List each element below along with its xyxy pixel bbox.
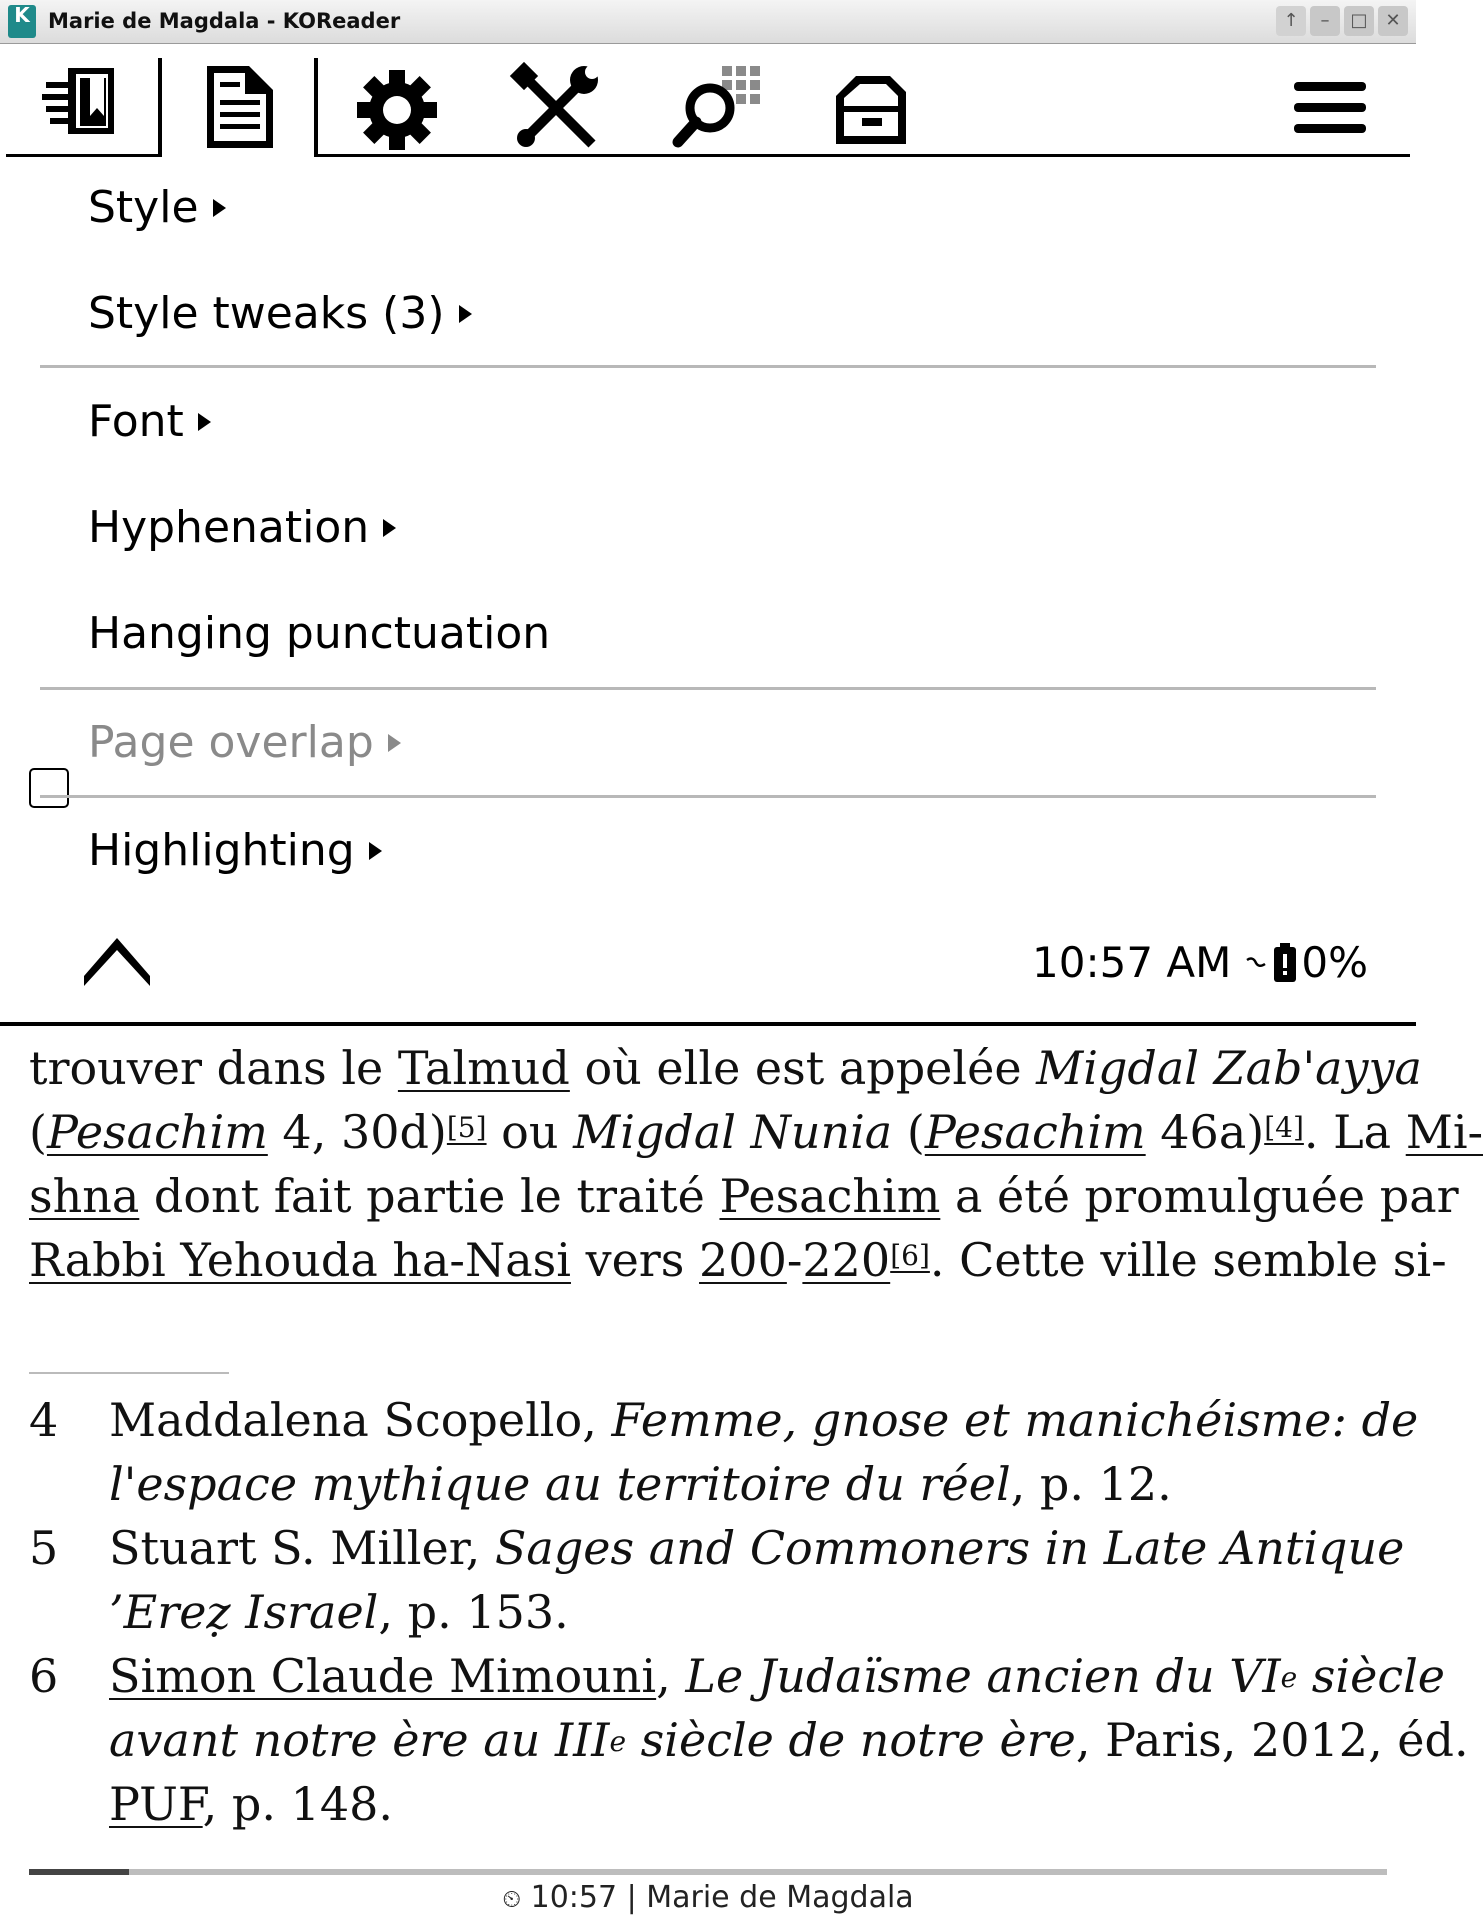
text-line — [29, 1100, 1483, 1164]
menu-item-hanging-punctuation[interactable] — [88, 604, 550, 664]
tools-icon[interactable] — [512, 62, 602, 152]
reading-progress-fill — [29, 1869, 129, 1875]
footnote-ref-4[interactable]: [4] — [1264, 1111, 1304, 1144]
menu-item-style-tweaks[interactable] — [88, 284, 472, 344]
superscript: e — [1280, 1661, 1298, 1694]
settings-gear-icon[interactable] — [352, 62, 442, 152]
text-fragment: , p. 12. — [1010, 1457, 1172, 1511]
menu-bottom-border — [0, 1022, 1416, 1026]
maximize-icon[interactable]: □ — [1344, 6, 1374, 36]
menu-separator — [40, 365, 1376, 368]
text-fragment: 46a) — [1145, 1105, 1265, 1159]
battery-level: 0% — [1301, 938, 1368, 987]
search-icon[interactable] — [670, 62, 760, 152]
text-fragment: où elle est appelée — [569, 1041, 1037, 1095]
text-fragment: Le Judaïsme ancien du VI — [685, 1649, 1281, 1703]
typeset-document-icon[interactable] — [193, 62, 283, 152]
menu-status-line — [1032, 933, 1368, 993]
footnote-number: 6 — [29, 1649, 59, 1703]
status-time: 10:57 AM — [1032, 938, 1232, 987]
hamburger-menu-icon[interactable] — [1290, 62, 1380, 152]
text-fragment: Femme, gnose et manichéisme: de — [611, 1393, 1419, 1447]
menu-item-label: Hyphenation — [88, 502, 370, 553]
menu-item-style[interactable] — [88, 178, 226, 238]
footnote-line — [109, 1708, 1469, 1772]
clock-icon: ⏲ — [502, 1885, 522, 1913]
battery-charging-icon — [1273, 943, 1297, 983]
text-fragment: , p. 148. — [202, 1777, 394, 1831]
menu-separator — [40, 795, 1376, 798]
menu-item-label: Highlighting — [88, 825, 355, 876]
text-line — [29, 1228, 1447, 1292]
text-fragment: trouver dans le — [29, 1041, 398, 1095]
link-simon-claude-mimouni[interactable]: Simon Claude Mimouni — [109, 1649, 657, 1703]
text-fragment: ( — [29, 1105, 47, 1159]
navigation-icon[interactable] — [38, 62, 128, 152]
reading-progress-bar[interactable] — [29, 1869, 1387, 1875]
footnote-text — [109, 1644, 1469, 1836]
link-pesachim[interactable]: Pesachim — [924, 1105, 1146, 1159]
footer-status-text: 10:57 | Marie de Magdala — [530, 1880, 914, 1915]
text-fragment: a été promulguée par — [940, 1169, 1459, 1223]
menu-item-label: Page overlap — [88, 717, 374, 768]
footnote-text — [109, 1388, 1419, 1516]
active-tab-border-left — [158, 58, 162, 154]
reader-menu-toolbar — [0, 44, 1416, 158]
text-fragment: , p. 153. — [378, 1585, 569, 1639]
link-mishna[interactable]: shna — [29, 1169, 140, 1223]
menu-item-label: Hanging punctuation — [88, 608, 551, 659]
submenu-arrow-icon — [213, 199, 226, 217]
text-fragment: ou — [486, 1105, 574, 1159]
text-fragment: , — [656, 1649, 686, 1703]
footnote-number: 5 — [29, 1521, 59, 1575]
submenu-arrow-icon — [388, 734, 401, 752]
text-fragment: . Cette ville semble si- — [929, 1233, 1447, 1287]
footnote-number: 4 — [29, 1393, 59, 1447]
link-pesachim[interactable]: Pesachim — [46, 1105, 268, 1159]
footnote-line — [109, 1516, 1405, 1580]
text-fragment: Sages and Commoners in Late Antique — [494, 1521, 1405, 1575]
menu-item-label: Font — [88, 396, 184, 447]
text-fragment: 4, 30d) — [267, 1105, 447, 1159]
menu-item-label: Style — [88, 182, 199, 233]
menu-item-page-overlap — [88, 713, 401, 773]
submenu-arrow-icon — [198, 413, 211, 431]
text-fragment: l'espace mythique au territoire du réel — [109, 1457, 1011, 1511]
window-controls — [1276, 6, 1408, 36]
submenu-arrow-icon — [459, 305, 472, 323]
menu-item-highlighting[interactable] — [88, 821, 382, 881]
typeset-menu — [0, 158, 1416, 1025]
menu-item-font[interactable] — [88, 392, 211, 452]
footnote-line — [109, 1772, 1387, 1836]
footnote-line — [109, 1452, 1387, 1516]
footnote-line — [109, 1388, 1419, 1452]
text-fragment: Maddalena Scopello, — [109, 1393, 612, 1447]
text-fragment: , Paris, 2012, éd. — [1075, 1713, 1469, 1767]
active-tab-border-right — [314, 58, 318, 157]
footnote-ref-5[interactable]: [5] — [446, 1111, 487, 1144]
menu-separator — [40, 687, 1376, 690]
link-200[interactable]: 200 — [699, 1233, 787, 1287]
text-fragment: vers — [570, 1233, 700, 1287]
filemanager-icon[interactable] — [828, 62, 918, 152]
text-fragment: . La — [1303, 1105, 1406, 1159]
toolbar-underline-left — [6, 154, 162, 157]
text-fragment: Migdal Zab'ayya — [1036, 1041, 1422, 1095]
charging-plug-icon — [1245, 952, 1267, 974]
footnote-line — [109, 1580, 1387, 1644]
link-220[interactable]: 220 — [802, 1233, 891, 1287]
text-fragment: Migdal Nunia — [573, 1105, 893, 1159]
link-puf[interactable]: PUF — [109, 1777, 203, 1831]
footnote-text — [109, 1516, 1405, 1644]
footnote-ref-6[interactable]: [6] — [890, 1239, 930, 1272]
window-title: Marie de Magdala - KOReader — [48, 9, 401, 33]
koreader-logo-icon: K — [8, 5, 36, 38]
text-fragment: ’Ereẓ Israel — [109, 1585, 379, 1639]
hanging-punctuation-checkbox[interactable] — [29, 768, 69, 808]
link-rabbi-yehouda[interactable]: Rabbi Yehouda ha-Nasi — [29, 1233, 571, 1287]
text-line — [29, 1164, 1459, 1228]
close-icon[interactable]: ✕ — [1378, 6, 1408, 36]
superscript: e — [609, 1725, 627, 1758]
text-fragment: avant notre ère au III — [109, 1713, 610, 1767]
window-titlebar[interactable] — [0, 0, 1416, 44]
text-fragment: - — [786, 1233, 803, 1287]
menu-item-hyphenation[interactable] — [88, 498, 396, 558]
text-fragment: ( — [892, 1105, 925, 1159]
collapse-menu-chevron-up-icon[interactable] — [84, 932, 150, 986]
text-fragment: dont fait partie le traité — [139, 1169, 720, 1223]
minimize-icon[interactable]: – — [1310, 6, 1340, 36]
text-fragment: Stuart S. Miller, — [109, 1521, 495, 1575]
submenu-arrow-icon — [383, 519, 396, 537]
link-mishna[interactable]: Mi- — [1405, 1105, 1483, 1159]
footnote-separator — [29, 1372, 229, 1374]
menu-item-label: Style tweaks (3) — [88, 288, 445, 339]
submenu-arrow-icon — [369, 842, 382, 860]
footnote-line — [109, 1644, 1446, 1708]
text-fragment: siècle — [1297, 1649, 1446, 1703]
link-talmud[interactable]: Talmud — [397, 1041, 570, 1095]
toolbar-underline-right — [316, 154, 1410, 157]
up-arrow-icon[interactable]: ↑ — [1276, 6, 1306, 36]
link-pesachim[interactable]: Pesachim — [719, 1169, 941, 1223]
text-line — [29, 1036, 1422, 1100]
footer-status[interactable] — [0, 1878, 1416, 1919]
text-fragment: siècle de notre ère — [626, 1713, 1076, 1767]
